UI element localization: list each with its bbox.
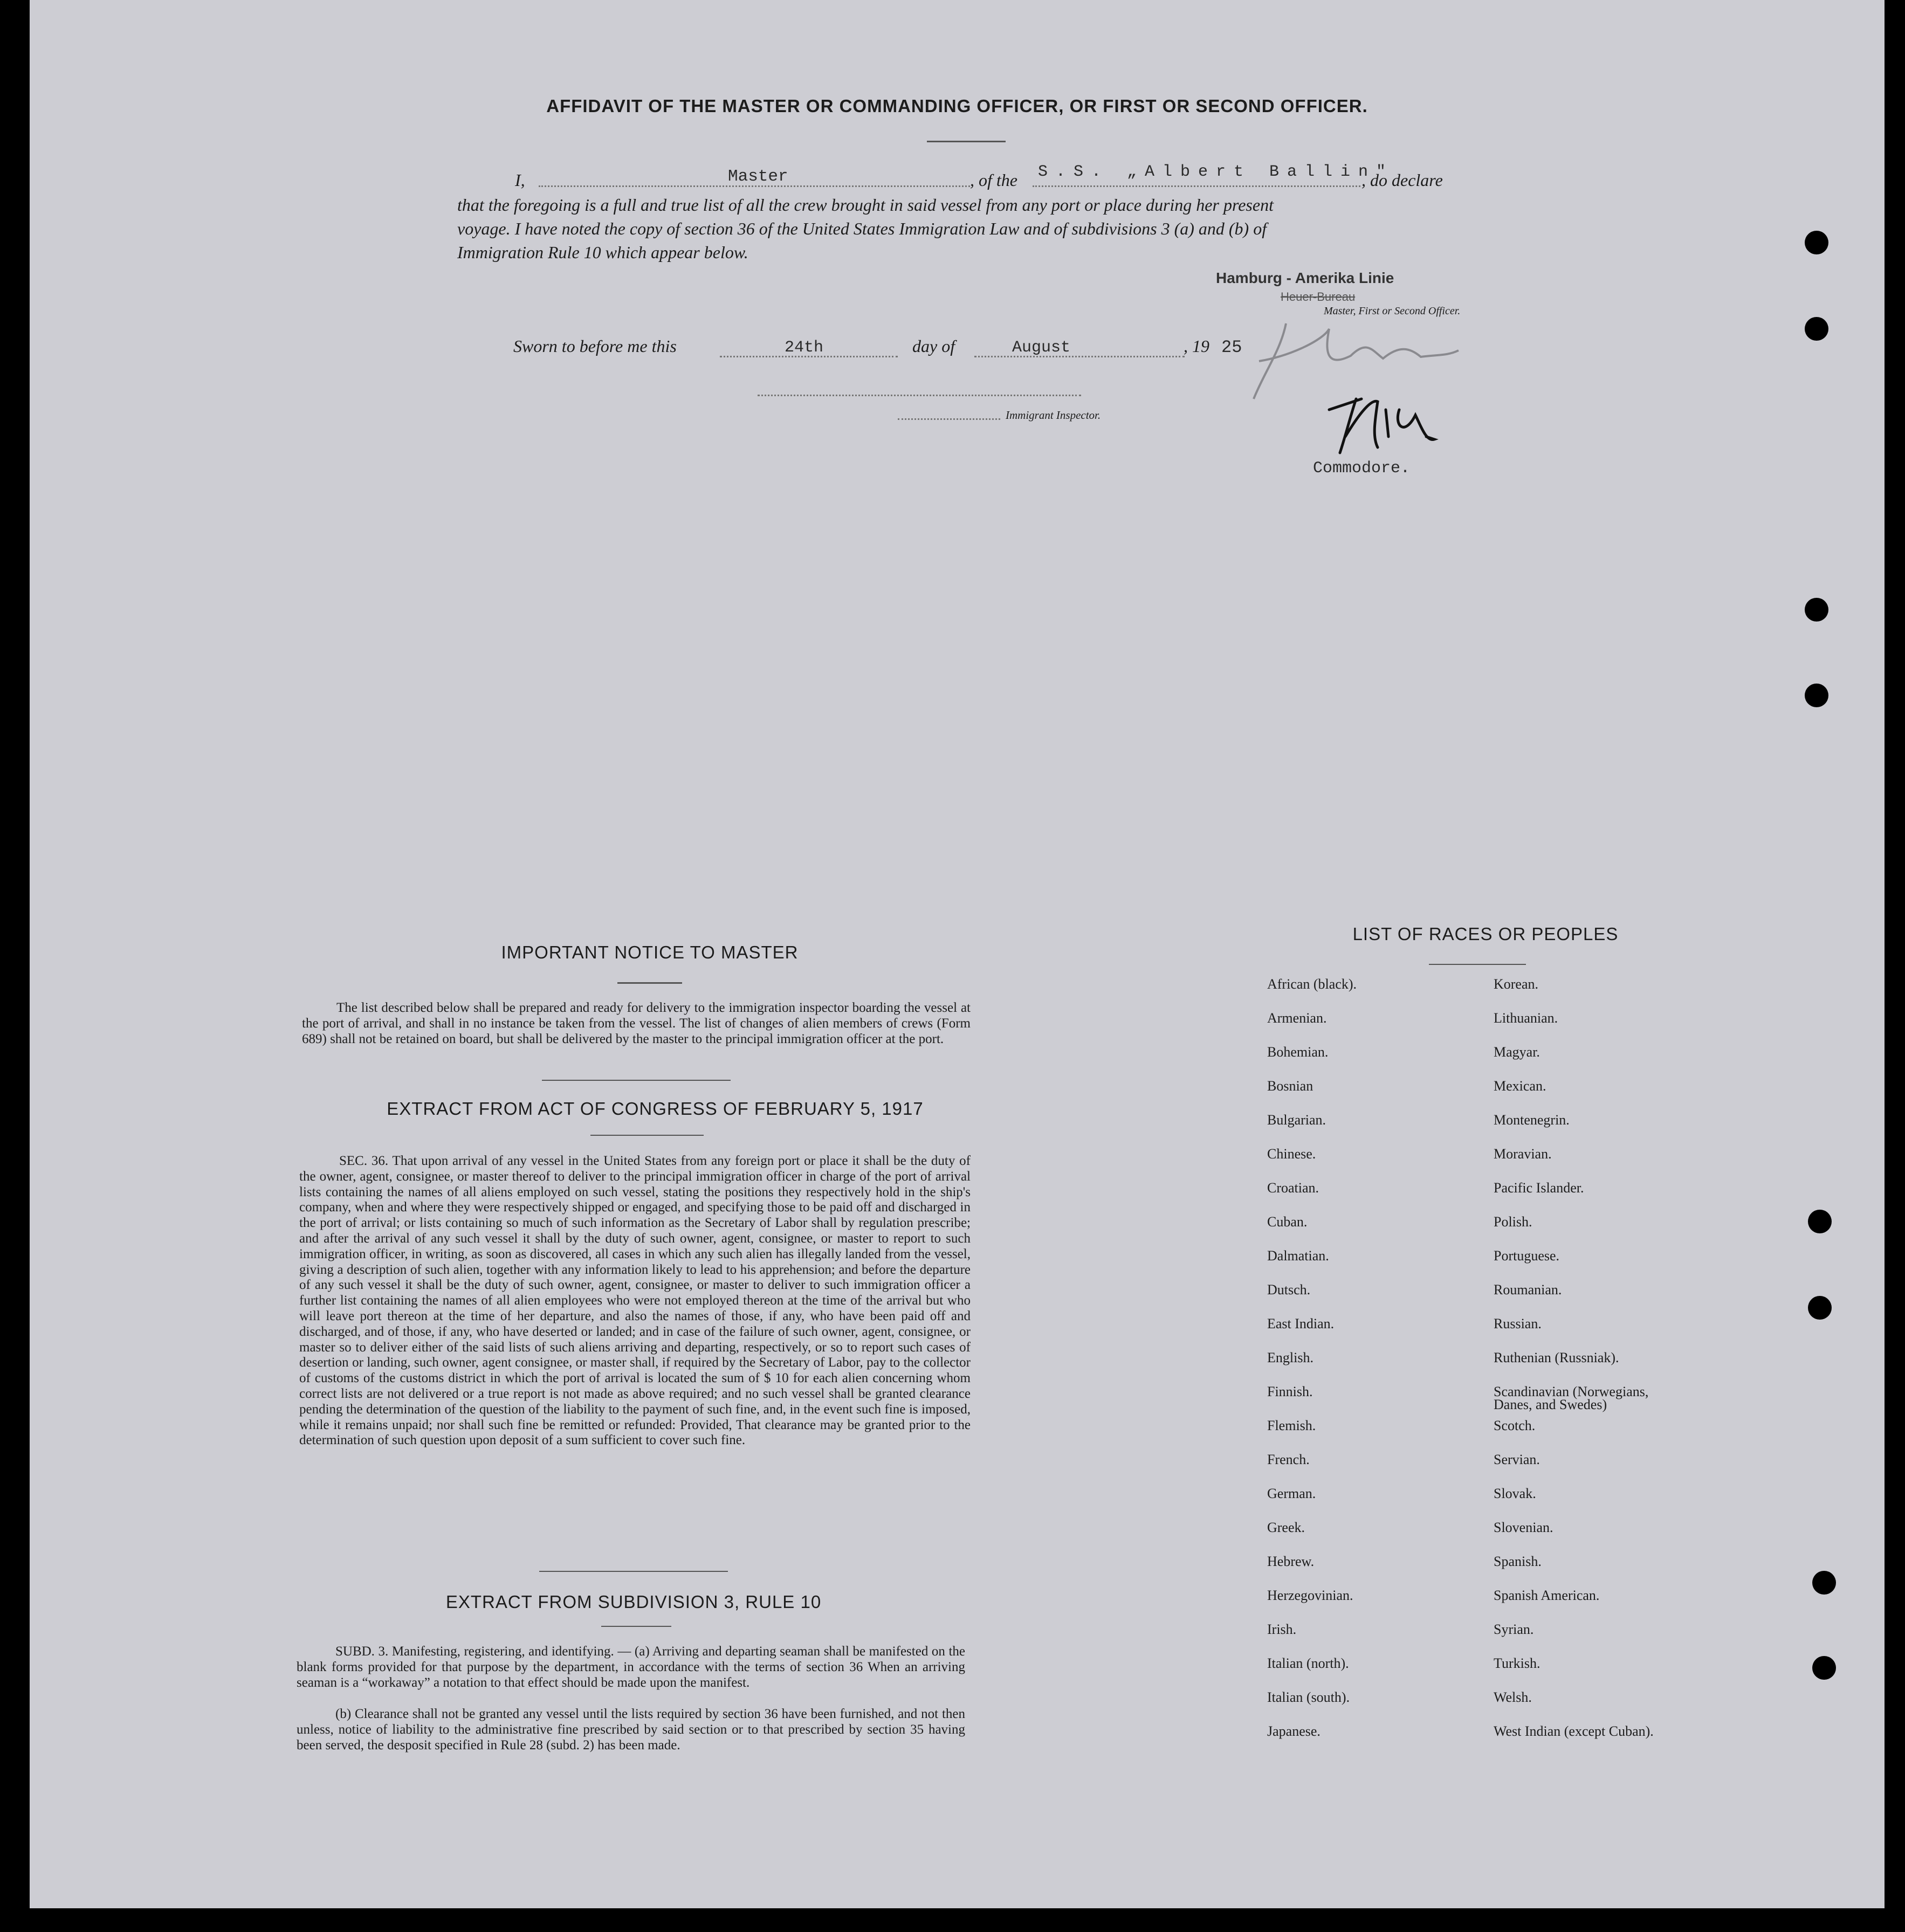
notice-title: IMPORTANT NOTICE TO MASTER (501, 942, 799, 962)
race-item: Ruthenian (Russniak). (1494, 1350, 1619, 1365)
affidavit-i: I, (515, 170, 525, 190)
race-item: Herzegovinian. (1267, 1588, 1353, 1603)
race-item: Spanish. (1494, 1554, 1542, 1569)
race-item: Welsh. (1494, 1689, 1532, 1705)
notice-divider (617, 982, 682, 984)
race-item: Roumanian. (1494, 1282, 1562, 1298)
punch-hole (1805, 684, 1828, 707)
race-item: Bulgarian. (1267, 1112, 1326, 1128)
signer-caption: Master, First or Second Officer. (1324, 305, 1461, 317)
race-item: Flemish. (1267, 1418, 1316, 1433)
document-page (30, 0, 1885, 1908)
race-item: Italian (north). (1267, 1655, 1349, 1671)
race-item: Bosnian (1267, 1078, 1313, 1094)
commodore-typed: Commodore. (1313, 459, 1411, 478)
race-item: Turkish. (1494, 1655, 1540, 1671)
punch-hole (1812, 1571, 1836, 1595)
race-item: African (black). (1267, 976, 1357, 992)
title-divider (927, 141, 1006, 142)
commodore-signature (1318, 377, 1448, 458)
punch-hole (1805, 598, 1828, 622)
act-extract-text: SEC. 36. That upon arrival of any vessel in the United States from any foreign port or place it shall be the duty of the owner, agent, consignee, or master thereof to deliver to the principal immigration officer in charge of the port of arrival lists containing the names of all aliens employed on such vessel, stating the positions they respectively hold in the ship's company, when and where they were respectively shipped or engaged, and specifying those to be paid off and discharged in the port of arrival; or lists containing so much of such information as the Secretary of Labor shall by regulation prescribe; and after the arrival of any such vessel it shall by the duty of such owner, agent, consignee, or master to report to such immigration officer, in writing, as soon as discovered, all cases in which any such alien has illegally landed from the vessel, giving a description of such alien, together with any information likely to lead to his apprehension; and before the departure of any such vessel it shall be the duty of such owner, agent, consignee, or master to deliver to such immigration officer a further list containing the names of all alien employees who were not employed thereon at the time of the arrival but who will leave port thereon at the time of her departure, and also the names of those, if any, who have been paid off and discharged, and of those, if any, who have deserted or landed; and in case of the failure of such owner, agent, consignee, or master so to deliver either of the said lists of such aliens arriving and departing, respectively, or so to report such cases of desertion or landing, such owner, agent consignee, or master shall, if required by the Secretary of Labor, pay to the collector of customs of the customs district in which the port of arrival is located the sum of $ 10 for each alien concerning whom correct lists are not delivered or a true report is not made as above required; and no such vessel shall be granted clearance pending the determination of the question of the liability to the payment of such fine, and, in the event such fine is imposed, while it remains unpaid; nor shall such fine be remitted or refunded: Provided, That clearance may be granted prior to the determination of such question upon deposit of a sum sufficient to cover such fine. (299, 1154, 971, 1448)
race-item: Mexican. (1494, 1078, 1546, 1094)
race-item: Hebrew. (1267, 1554, 1315, 1569)
vessel-field-line (1033, 185, 1360, 187)
race-item: Bohemian. (1267, 1044, 1329, 1060)
year-suffix-typed: 25 (1221, 337, 1242, 357)
race-item: Servian. (1494, 1452, 1540, 1467)
act-divider (590, 1135, 704, 1136)
race-item: Cuban. (1267, 1214, 1308, 1230)
affidavit-line-3: voyage. I have noted the copy of section 36 of the United States Immigration Law and of subdivisions 3 (a) and (b) of (457, 219, 1267, 238)
race-item: Korean. (1494, 976, 1539, 992)
race-item: Italian (south). (1267, 1689, 1350, 1705)
notice-text: The list described below shall be prepared and ready for delivery to the immigration inspector boarding the vessel at the port of arrival, and shall in no instance be taken from the vessel. The list of changes of alien members of crews (Form 689) shall not be retained on board, but shall be delivered by the master to the principal immigration officer at the port. (302, 1000, 971, 1046)
punch-hole (1812, 1656, 1836, 1680)
race-item: West Indian (except Cuban). (1494, 1723, 1654, 1739)
rule-extract-title: EXTRACT FROM SUBDIVISION 3, RULE 10 (445, 1592, 822, 1612)
of-the-label: , of the (970, 170, 1017, 190)
race-item: Syrian. (1494, 1622, 1534, 1637)
races-divider (1429, 964, 1526, 965)
race-item: English. (1267, 1350, 1313, 1365)
notice-end-divider (542, 1080, 731, 1081)
race-item: Pacific Islander. (1494, 1180, 1584, 1196)
race-item: Greek. (1267, 1520, 1305, 1535)
act-end-divider (539, 1571, 728, 1572)
punch-hole (1805, 317, 1828, 341)
race-item: Slovak. (1494, 1486, 1536, 1501)
race-item: Chinese. (1267, 1146, 1316, 1162)
affidavit-line-4: Immigration Rule 10 which appear below. (457, 243, 748, 262)
sworn-day-typed: 24th (785, 339, 824, 357)
race-item: Scotch. (1494, 1418, 1536, 1433)
day-of-label: day of (912, 336, 955, 356)
race-item: Lithuanian. (1494, 1010, 1558, 1026)
races-title: LIST OF RACES OR PEOPLES (1352, 924, 1619, 944)
do-declare-label: , do declare (1361, 170, 1443, 190)
race-item: Montenegrin. (1494, 1112, 1570, 1128)
rule-subd-a: SUBD. 3. Manifesting, registering, and identifying. — (a) Arriving and departing seaman shall be manifested on the blank forms provided for that purpose by the department, in accordance with the terms of section 36 When an arriving seaman is a “workaway” a notation to that effect should be made upon the manifest. (297, 1644, 965, 1690)
race-item: Scandinavian (Norwegians, Danes, and Swedes) (1494, 1384, 1649, 1412)
race-item: Russian. (1494, 1316, 1542, 1331)
race-item: Croatian. (1267, 1180, 1319, 1196)
race-item: Slovenian. (1494, 1520, 1553, 1535)
year-prefix: , 19 (1184, 336, 1209, 356)
company-stamp-line2: Heuer-Bureau (1281, 290, 1356, 303)
master-typed: Master (728, 167, 788, 186)
race-item: German. (1267, 1486, 1316, 1501)
race-item: French. (1267, 1452, 1310, 1467)
inspector-signature-line (758, 395, 1081, 396)
inspector-caption: Immigrant Inspector. (1006, 409, 1101, 422)
race-item: Magyar. (1494, 1044, 1540, 1060)
month-field-line (974, 356, 1185, 357)
punch-hole (1808, 1296, 1832, 1320)
sworn-label: Sworn to before me this (513, 336, 677, 356)
race-item: East Indian. (1267, 1316, 1335, 1331)
inspector-caption-line (898, 418, 1000, 420)
race-item: Finnish. (1267, 1384, 1313, 1399)
race-item: Dalmatian. (1267, 1248, 1329, 1264)
vessel-name-typed: S.S. „Albert Ballin" (1038, 163, 1394, 181)
race-item: Moravian. (1494, 1146, 1552, 1162)
race-item: Spanish American. (1494, 1588, 1600, 1603)
race-item: Irish. (1267, 1622, 1297, 1637)
race-item: Portuguese. (1494, 1248, 1560, 1264)
rule-subd-b: (b) Clearance shall not be granted any vessel until the lists required by section 36 have been furnished, and not then unless, notice of liability to the administrative fine prescribed by said section or to that prescribed by section 35 having been served, the desposit specified in Rule 28 (subd. 2) has been made. (297, 1707, 965, 1752)
company-stamp-line1: Hamburg - Amerika Linie (1216, 270, 1394, 286)
race-item: Armenian. (1267, 1010, 1327, 1026)
race-item: Dutsch. (1267, 1282, 1311, 1298)
rule-divider (601, 1626, 671, 1627)
race-item: Polish. (1494, 1214, 1532, 1230)
affidavit-line-2: that the foregoing is a full and true list of all the crew brought in said vessel from any port or place during her present (457, 195, 1274, 215)
sworn-month-typed: August (1012, 339, 1071, 357)
punch-hole (1808, 1210, 1832, 1233)
race-item: Japanese. (1267, 1723, 1321, 1739)
punch-hole (1805, 231, 1828, 254)
act-extract-title: EXTRACT FROM ACT OF CONGRESS OF FEBRUARY 5, 1917 (387, 1099, 924, 1119)
affidavit-title: AFFIDAVIT OF THE MASTER OR COMMANDING OFFICER, OR FIRST OR SECOND OFFICER. (546, 96, 1368, 116)
